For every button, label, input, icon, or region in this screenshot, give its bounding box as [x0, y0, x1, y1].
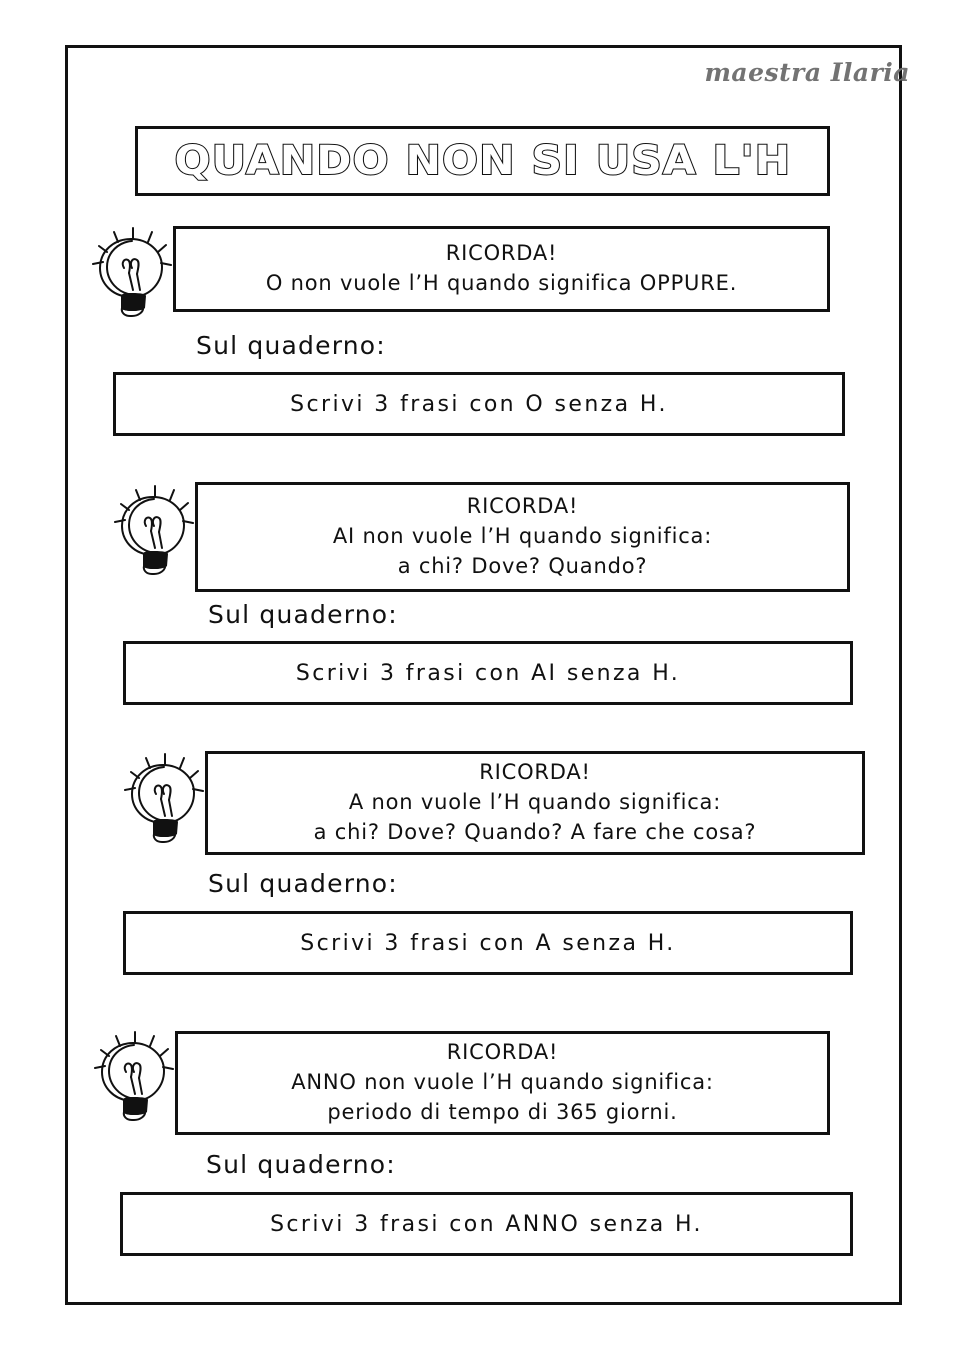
ricorda-heading: RICORDA!	[466, 494, 579, 519]
ricorda-rule-line: ANNO non vuole l’H quando significa:	[291, 1070, 714, 1095]
task-box-o	[113, 372, 845, 436]
task-text-ai: Scrivi 3 frasi con AI senza H.	[295, 660, 681, 686]
lightbulb-icon	[90, 1028, 176, 1132]
ricorda-heading: RICORDA!	[446, 1040, 559, 1065]
ricorda-rule-line: a chi? Dove? Quando? A fare che cosa?	[313, 819, 757, 844]
ricorda-box-anno	[175, 1031, 830, 1135]
brand-logo: maestra Ilaria	[704, 58, 910, 87]
ricorda-rule-line: AI non vuole l’H quando significa:	[332, 524, 713, 549]
ricorda-rule-line: A non vuole l’H quando significa:	[348, 790, 722, 815]
ricorda-box-ai	[195, 482, 850, 592]
lightbulb-icon	[120, 750, 206, 854]
task-text-anno: Scrivi 3 frasi con ANNO senza H.	[270, 1211, 703, 1237]
page-title: QUANDO NON SI USA L'H	[174, 138, 791, 184]
task-box-anno	[120, 1192, 853, 1256]
ricorda-heading: RICORDA!	[445, 241, 558, 266]
task-text-a: Scrivi 3 frasi con A senza H.	[300, 930, 676, 956]
quaderno-label-a: Sul quaderno:	[208, 869, 398, 898]
ricorda-rule-line: O non vuole l’H quando significa OPPURE.	[265, 271, 738, 295]
quaderno-label-anno: Sul quaderno:	[206, 1150, 396, 1179]
task-text-o: Scrivi 3 frasi con O senza H.	[290, 391, 668, 417]
ricorda-rule-line: a chi? Dove? Quando?	[397, 553, 648, 578]
task-box-a	[123, 911, 853, 975]
lightbulb-icon	[88, 224, 174, 328]
quaderno-label-ai: Sul quaderno:	[208, 600, 398, 629]
ricorda-heading: RICORDA!	[479, 760, 591, 785]
ricorda-box-a	[205, 751, 865, 855]
ricorda-rule-line: periodo di tempo di 365 giorni.	[327, 1099, 678, 1124]
worksheet-title-box	[135, 126, 830, 196]
quaderno-label-o: Sul quaderno:	[196, 331, 386, 360]
ricorda-box-o	[173, 226, 830, 312]
lightbulb-icon	[110, 482, 196, 586]
task-box-ai	[123, 641, 853, 705]
